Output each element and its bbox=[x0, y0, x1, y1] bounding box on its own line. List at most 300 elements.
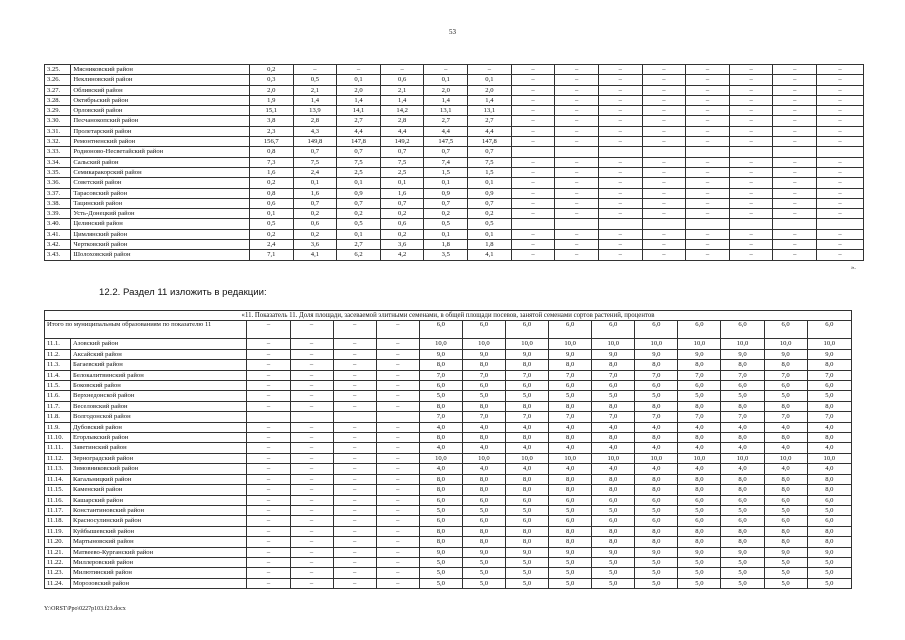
value-cell: – bbox=[642, 75, 686, 85]
value-cell: 0,7 bbox=[293, 147, 337, 157]
table-row bbox=[45, 126, 864, 136]
value-cell: – bbox=[293, 65, 337, 75]
value-cell: – bbox=[376, 537, 419, 547]
value-cell: – bbox=[333, 537, 376, 547]
table-row bbox=[45, 167, 864, 177]
table-row bbox=[45, 360, 852, 370]
row-number: 11.6. bbox=[45, 391, 71, 401]
value-cell: 8,0 bbox=[764, 360, 807, 370]
value-cell: 10,0 bbox=[506, 339, 549, 349]
value-cell bbox=[642, 147, 686, 157]
table-row bbox=[45, 85, 864, 95]
value-cell: 4,0 bbox=[462, 443, 505, 453]
value-cell: 5,0 bbox=[678, 557, 721, 567]
value-cell bbox=[511, 219, 555, 229]
value-cell: 8,0 bbox=[635, 485, 678, 495]
row-number: 3.31. bbox=[45, 126, 71, 136]
value-cell: – bbox=[376, 464, 419, 474]
value-cell: 4,0 bbox=[807, 464, 851, 474]
value-cell: – bbox=[773, 240, 817, 250]
value-cell: – bbox=[555, 65, 599, 75]
value-cell: – bbox=[773, 167, 817, 177]
value-cell: – bbox=[247, 474, 290, 484]
value-cell: 0,2 bbox=[337, 209, 381, 219]
value-cell: 0,2 bbox=[293, 209, 337, 219]
value-cell: 5,0 bbox=[721, 578, 764, 588]
value-cell bbox=[817, 219, 864, 229]
value-cell: 1,5 bbox=[468, 167, 512, 177]
value-cell: – bbox=[511, 65, 555, 75]
value-cell: 6,0 bbox=[462, 495, 505, 505]
value-cell: – bbox=[729, 250, 773, 260]
total-value-cell: – bbox=[247, 321, 290, 339]
value-cell: 4,3 bbox=[293, 126, 337, 136]
value-cell: – bbox=[773, 209, 817, 219]
value-cell: 9,0 bbox=[721, 547, 764, 557]
value-cell: – bbox=[729, 116, 773, 126]
value-cell: 0,7 bbox=[337, 147, 381, 157]
value-cell: 5,0 bbox=[419, 568, 462, 578]
value-cell: 8,0 bbox=[635, 537, 678, 547]
value-cell: 4,0 bbox=[462, 464, 505, 474]
table-row bbox=[45, 433, 852, 443]
value-cell: 4,0 bbox=[721, 422, 764, 432]
value-cell: 8,0 bbox=[592, 401, 635, 411]
table-row bbox=[45, 95, 864, 105]
row-number: 11.17. bbox=[45, 505, 71, 515]
value-cell: – bbox=[376, 557, 419, 567]
total-value-cell: – bbox=[333, 321, 376, 339]
value-cell: 5,0 bbox=[506, 557, 549, 567]
value-cell: – bbox=[555, 95, 599, 105]
value-cell: 8,0 bbox=[721, 537, 764, 547]
value-cell: 9,0 bbox=[678, 547, 721, 557]
value-cell bbox=[729, 219, 773, 229]
value-cell: 5,0 bbox=[721, 391, 764, 401]
value-cell: 0,2 bbox=[249, 65, 293, 75]
table-row bbox=[45, 106, 864, 116]
row-number: 3.39. bbox=[45, 209, 71, 219]
value-cell: – bbox=[468, 65, 512, 75]
district-name: Зимовниковский район bbox=[71, 464, 247, 474]
value-cell: – bbox=[511, 157, 555, 167]
value-cell: – bbox=[333, 360, 376, 370]
value-cell: 4,0 bbox=[764, 464, 807, 474]
value-cell: 0,9 bbox=[468, 188, 512, 198]
value-cell: 156,7 bbox=[249, 137, 293, 147]
value-cell: 0,7 bbox=[293, 198, 337, 208]
value-cell: – bbox=[642, 106, 686, 116]
value-cell: 4,0 bbox=[592, 443, 635, 453]
district-name: Семикаракорский район bbox=[71, 167, 250, 177]
value-cell: 7,5 bbox=[468, 157, 512, 167]
value-cell: 5,0 bbox=[462, 557, 505, 567]
row-number: 11.12. bbox=[45, 453, 71, 463]
value-cell: 8,0 bbox=[764, 537, 807, 547]
value-cell: – bbox=[376, 401, 419, 411]
value-cell: 10,0 bbox=[549, 453, 592, 463]
value-cell: – bbox=[817, 178, 864, 188]
value-cell: – bbox=[290, 464, 333, 474]
value-cell: – bbox=[511, 126, 555, 136]
value-cell: – bbox=[555, 240, 599, 250]
value-cell: – bbox=[376, 443, 419, 453]
value-cell: 7,1 bbox=[249, 250, 293, 260]
value-cell: – bbox=[773, 157, 817, 167]
row-number: 11.24. bbox=[45, 578, 71, 588]
value-cell: – bbox=[247, 526, 290, 536]
value-cell: 1,4 bbox=[424, 95, 468, 105]
district-name: Мартыновский район bbox=[71, 537, 247, 547]
value-cell: – bbox=[686, 229, 730, 239]
value-cell: – bbox=[376, 349, 419, 359]
value-cell: – bbox=[729, 106, 773, 116]
district-name: Егорлыкский район bbox=[71, 433, 247, 443]
row-number: 11.14. bbox=[45, 474, 71, 484]
value-cell: – bbox=[290, 349, 333, 359]
district-name: Азовский район bbox=[71, 339, 247, 349]
value-cell: – bbox=[511, 178, 555, 188]
value-cell: – bbox=[337, 65, 381, 75]
district-name: Целинский район bbox=[71, 219, 250, 229]
value-cell: – bbox=[598, 167, 642, 177]
value-cell: – bbox=[773, 106, 817, 116]
district-name: Цимлянский район bbox=[71, 229, 250, 239]
value-cell: 0,5 bbox=[337, 219, 381, 229]
value-cell: 8,0 bbox=[419, 360, 462, 370]
caption-row bbox=[45, 311, 852, 321]
value-cell: 8,0 bbox=[549, 526, 592, 536]
value-cell: – bbox=[290, 433, 333, 443]
value-cell: 8,0 bbox=[764, 401, 807, 411]
value-cell: – bbox=[511, 250, 555, 260]
footer-path: Y:\ORST\Ppo\0227p103.f23.docx bbox=[44, 606, 126, 612]
value-cell: 7,0 bbox=[462, 370, 505, 380]
value-cell: – bbox=[333, 557, 376, 567]
value-cell: 5,0 bbox=[678, 568, 721, 578]
value-cell: – bbox=[333, 381, 376, 391]
value-cell: 4,4 bbox=[468, 126, 512, 136]
district-name: Куйбышевский район bbox=[71, 526, 247, 536]
value-cell: 6,0 bbox=[592, 495, 635, 505]
value-cell: 8,0 bbox=[678, 537, 721, 547]
value-cell: 8,0 bbox=[549, 474, 592, 484]
row-number: 11.2. bbox=[45, 349, 71, 359]
table-row bbox=[45, 188, 864, 198]
value-cell: 8,0 bbox=[506, 485, 549, 495]
value-cell: – bbox=[290, 516, 333, 526]
value-cell: – bbox=[817, 229, 864, 239]
value-cell: 9,0 bbox=[419, 547, 462, 557]
value-cell: 4,0 bbox=[678, 443, 721, 453]
value-cell: 6,0 bbox=[506, 495, 549, 505]
value-cell: 9,0 bbox=[549, 547, 592, 557]
value-cell: 1,9 bbox=[249, 95, 293, 105]
value-cell: 2,0 bbox=[337, 85, 381, 95]
value-cell: – bbox=[290, 526, 333, 536]
value-cell: 6,0 bbox=[721, 516, 764, 526]
value-cell: – bbox=[729, 75, 773, 85]
value-cell: 7,0 bbox=[807, 412, 851, 422]
value-cell: – bbox=[290, 339, 333, 349]
value-cell: – bbox=[290, 578, 333, 588]
value-cell: 9,0 bbox=[419, 349, 462, 359]
row-number: 11.13. bbox=[45, 464, 71, 474]
value-cell bbox=[555, 147, 599, 157]
value-cell: 7,0 bbox=[549, 370, 592, 380]
value-cell: – bbox=[247, 464, 290, 474]
table-row bbox=[45, 537, 852, 547]
value-cell: – bbox=[247, 339, 290, 349]
value-cell: – bbox=[247, 360, 290, 370]
value-cell: – bbox=[729, 209, 773, 219]
table-row bbox=[45, 516, 852, 526]
value-cell: – bbox=[290, 485, 333, 495]
value-cell bbox=[773, 219, 817, 229]
value-cell: 6,0 bbox=[549, 516, 592, 526]
table-row bbox=[45, 116, 864, 126]
value-cell: – bbox=[511, 116, 555, 126]
value-cell: – bbox=[642, 167, 686, 177]
value-cell: 4,0 bbox=[506, 443, 549, 453]
row-number: 3.41. bbox=[45, 229, 71, 239]
value-cell: – bbox=[333, 526, 376, 536]
row-number: 11.7. bbox=[45, 401, 71, 411]
value-cell: 5,0 bbox=[462, 578, 505, 588]
total-value-cell: 6,0 bbox=[764, 321, 807, 339]
value-cell: 0,2 bbox=[249, 229, 293, 239]
value-cell: 8,0 bbox=[721, 360, 764, 370]
value-cell: 8,0 bbox=[721, 401, 764, 411]
row-number: 3.30. bbox=[45, 116, 71, 126]
value-cell: 7,5 bbox=[293, 157, 337, 167]
value-cell: 4,0 bbox=[506, 422, 549, 432]
value-cell bbox=[686, 219, 730, 229]
value-cell: 2,4 bbox=[293, 167, 337, 177]
value-cell: 5,0 bbox=[764, 505, 807, 515]
value-cell: – bbox=[380, 65, 424, 75]
value-cell bbox=[729, 147, 773, 157]
value-cell: – bbox=[333, 547, 376, 557]
value-cell bbox=[511, 147, 555, 157]
value-cell: 4,0 bbox=[721, 464, 764, 474]
value-cell: – bbox=[773, 250, 817, 260]
section-heading: 12.2. Раздел 11 изложить в редакции: bbox=[99, 287, 267, 298]
value-cell: – bbox=[773, 229, 817, 239]
value-cell: – bbox=[773, 126, 817, 136]
value-cell: 0,2 bbox=[468, 209, 512, 219]
row-number: 3.43. bbox=[45, 250, 71, 260]
value-cell: 5,0 bbox=[592, 568, 635, 578]
value-cell: 8,0 bbox=[549, 360, 592, 370]
value-cell: – bbox=[642, 95, 686, 105]
value-cell: – bbox=[511, 209, 555, 219]
value-cell: 4,4 bbox=[424, 126, 468, 136]
value-cell: 8,0 bbox=[462, 433, 505, 443]
value-cell: 6,0 bbox=[721, 495, 764, 505]
value-cell: 6,0 bbox=[678, 516, 721, 526]
value-cell: – bbox=[773, 95, 817, 105]
value-cell: – bbox=[333, 391, 376, 401]
value-cell: – bbox=[247, 422, 290, 432]
value-cell: – bbox=[376, 381, 419, 391]
value-cell: 8,0 bbox=[678, 526, 721, 536]
value-cell: 8,0 bbox=[807, 360, 851, 370]
value-cell: – bbox=[247, 433, 290, 443]
value-cell: 10,0 bbox=[721, 453, 764, 463]
table-row bbox=[45, 381, 852, 391]
row-number: 3.33. bbox=[45, 147, 71, 157]
value-cell: – bbox=[290, 443, 333, 453]
value-cell: 1,8 bbox=[424, 240, 468, 250]
value-cell: – bbox=[773, 178, 817, 188]
value-cell: 6,0 bbox=[807, 381, 851, 391]
value-cell: – bbox=[642, 198, 686, 208]
district-name: Багаевский район bbox=[71, 360, 247, 370]
value-cell: 9,0 bbox=[462, 349, 505, 359]
row-number: 3.36. bbox=[45, 178, 71, 188]
value-cell: – bbox=[598, 250, 642, 260]
value-cell: – bbox=[290, 453, 333, 463]
value-cell: – bbox=[511, 75, 555, 85]
value-cell: – bbox=[376, 568, 419, 578]
table-caption: «11. Показатель 11. Доля площади, засеваемой элитными семенами, в общей площади посевов, занятой семенами сортов растений, процентов bbox=[45, 311, 852, 321]
value-cell: – bbox=[247, 381, 290, 391]
value-cell: 9,0 bbox=[764, 349, 807, 359]
value-cell: – bbox=[598, 188, 642, 198]
value-cell: – bbox=[247, 349, 290, 359]
value-cell: – bbox=[642, 229, 686, 239]
value-cell: – bbox=[686, 178, 730, 188]
value-cell: 8,0 bbox=[678, 474, 721, 484]
value-cell: 8,0 bbox=[678, 485, 721, 495]
value-cell: – bbox=[817, 106, 864, 116]
value-cell: 8,0 bbox=[462, 401, 505, 411]
value-cell: – bbox=[290, 370, 333, 380]
value-cell: 8,0 bbox=[807, 485, 851, 495]
value-cell: 6,0 bbox=[807, 516, 851, 526]
value-cell: – bbox=[333, 505, 376, 515]
value-cell: 8,0 bbox=[764, 433, 807, 443]
value-cell: 10,0 bbox=[592, 453, 635, 463]
value-cell: – bbox=[729, 188, 773, 198]
value-cell: 4,0 bbox=[419, 443, 462, 453]
value-cell: – bbox=[247, 443, 290, 453]
row-number: 11.21. bbox=[45, 547, 71, 557]
value-cell: 10,0 bbox=[592, 339, 635, 349]
value-cell: 0,1 bbox=[337, 178, 381, 188]
value-cell: 0,7 bbox=[380, 147, 424, 157]
table-row bbox=[45, 422, 852, 432]
value-cell: 5,0 bbox=[678, 391, 721, 401]
value-cell: 9,0 bbox=[807, 547, 851, 557]
value-cell: – bbox=[333, 453, 376, 463]
value-cell: – bbox=[290, 422, 333, 432]
value-cell: 4,1 bbox=[293, 250, 337, 260]
value-cell: 0,7 bbox=[424, 147, 468, 157]
value-cell: – bbox=[598, 137, 642, 147]
value-cell: 10,0 bbox=[549, 339, 592, 349]
value-cell: – bbox=[686, 106, 730, 116]
value-cell: – bbox=[333, 568, 376, 578]
table-row bbox=[45, 178, 864, 188]
value-cell: – bbox=[376, 526, 419, 536]
row-number: 3.42. bbox=[45, 240, 71, 250]
value-cell: – bbox=[247, 557, 290, 567]
district-name: Шолоховский район bbox=[71, 250, 250, 260]
district-name: Красносулинский район bbox=[71, 516, 247, 526]
table-row bbox=[45, 250, 864, 260]
value-cell: 5,0 bbox=[635, 568, 678, 578]
value-cell: – bbox=[598, 209, 642, 219]
value-cell: 13,1 bbox=[468, 106, 512, 116]
value-cell: 1,4 bbox=[380, 95, 424, 105]
value-cell: 0,5 bbox=[293, 75, 337, 85]
value-cell: 7,0 bbox=[764, 370, 807, 380]
table-row bbox=[45, 485, 852, 495]
value-cell: 2,7 bbox=[337, 116, 381, 126]
value-cell: – bbox=[247, 370, 290, 380]
value-cell: 6,0 bbox=[678, 381, 721, 391]
value-cell: 0,5 bbox=[249, 219, 293, 229]
value-cell: – bbox=[333, 433, 376, 443]
value-cell: 5,0 bbox=[807, 568, 851, 578]
value-cell: 1,8 bbox=[468, 240, 512, 250]
district-name: Аксайский район bbox=[71, 349, 247, 359]
value-cell: 147,5 bbox=[424, 137, 468, 147]
value-cell: 5,0 bbox=[807, 391, 851, 401]
value-cell: 5,0 bbox=[678, 578, 721, 588]
value-cell: – bbox=[376, 360, 419, 370]
value-cell bbox=[555, 219, 599, 229]
value-cell: 5,0 bbox=[592, 557, 635, 567]
value-cell: 6,0 bbox=[549, 381, 592, 391]
value-cell: – bbox=[376, 516, 419, 526]
value-cell: 6,0 bbox=[419, 495, 462, 505]
value-cell: 8,0 bbox=[764, 526, 807, 536]
value-cell: 8,0 bbox=[592, 537, 635, 547]
value-cell: 5,0 bbox=[419, 505, 462, 515]
value-cell: 5,0 bbox=[807, 505, 851, 515]
value-cell: 0,2 bbox=[380, 229, 424, 239]
value-cell: 0,1 bbox=[424, 75, 468, 85]
value-cell: – bbox=[333, 349, 376, 359]
value-cell: 7,0 bbox=[419, 412, 462, 422]
value-cell: 5,0 bbox=[764, 578, 807, 588]
value-cell: 5,0 bbox=[549, 568, 592, 578]
value-cell: – bbox=[376, 495, 419, 505]
value-cell: 9,0 bbox=[592, 547, 635, 557]
value-cell: 6,0 bbox=[506, 516, 549, 526]
row-number: 11.3. bbox=[45, 360, 71, 370]
value-cell: 9,0 bbox=[635, 349, 678, 359]
table-row bbox=[45, 391, 852, 401]
row-number: 3.28. bbox=[45, 95, 71, 105]
value-cell: – bbox=[511, 85, 555, 95]
value-cell: 4,0 bbox=[764, 422, 807, 432]
value-cell: 9,0 bbox=[764, 547, 807, 557]
value-cell: 2,8 bbox=[380, 116, 424, 126]
value-cell: 6,2 bbox=[337, 250, 381, 260]
value-cell: 0,6 bbox=[293, 219, 337, 229]
value-cell: – bbox=[686, 116, 730, 126]
value-cell: 8,0 bbox=[721, 474, 764, 484]
value-cell: 8,0 bbox=[419, 433, 462, 443]
district-name: Октябрьский район bbox=[71, 95, 250, 105]
value-cell: – bbox=[817, 116, 864, 126]
value-cell: 1,5 bbox=[424, 167, 468, 177]
value-cell: 0,5 bbox=[424, 219, 468, 229]
